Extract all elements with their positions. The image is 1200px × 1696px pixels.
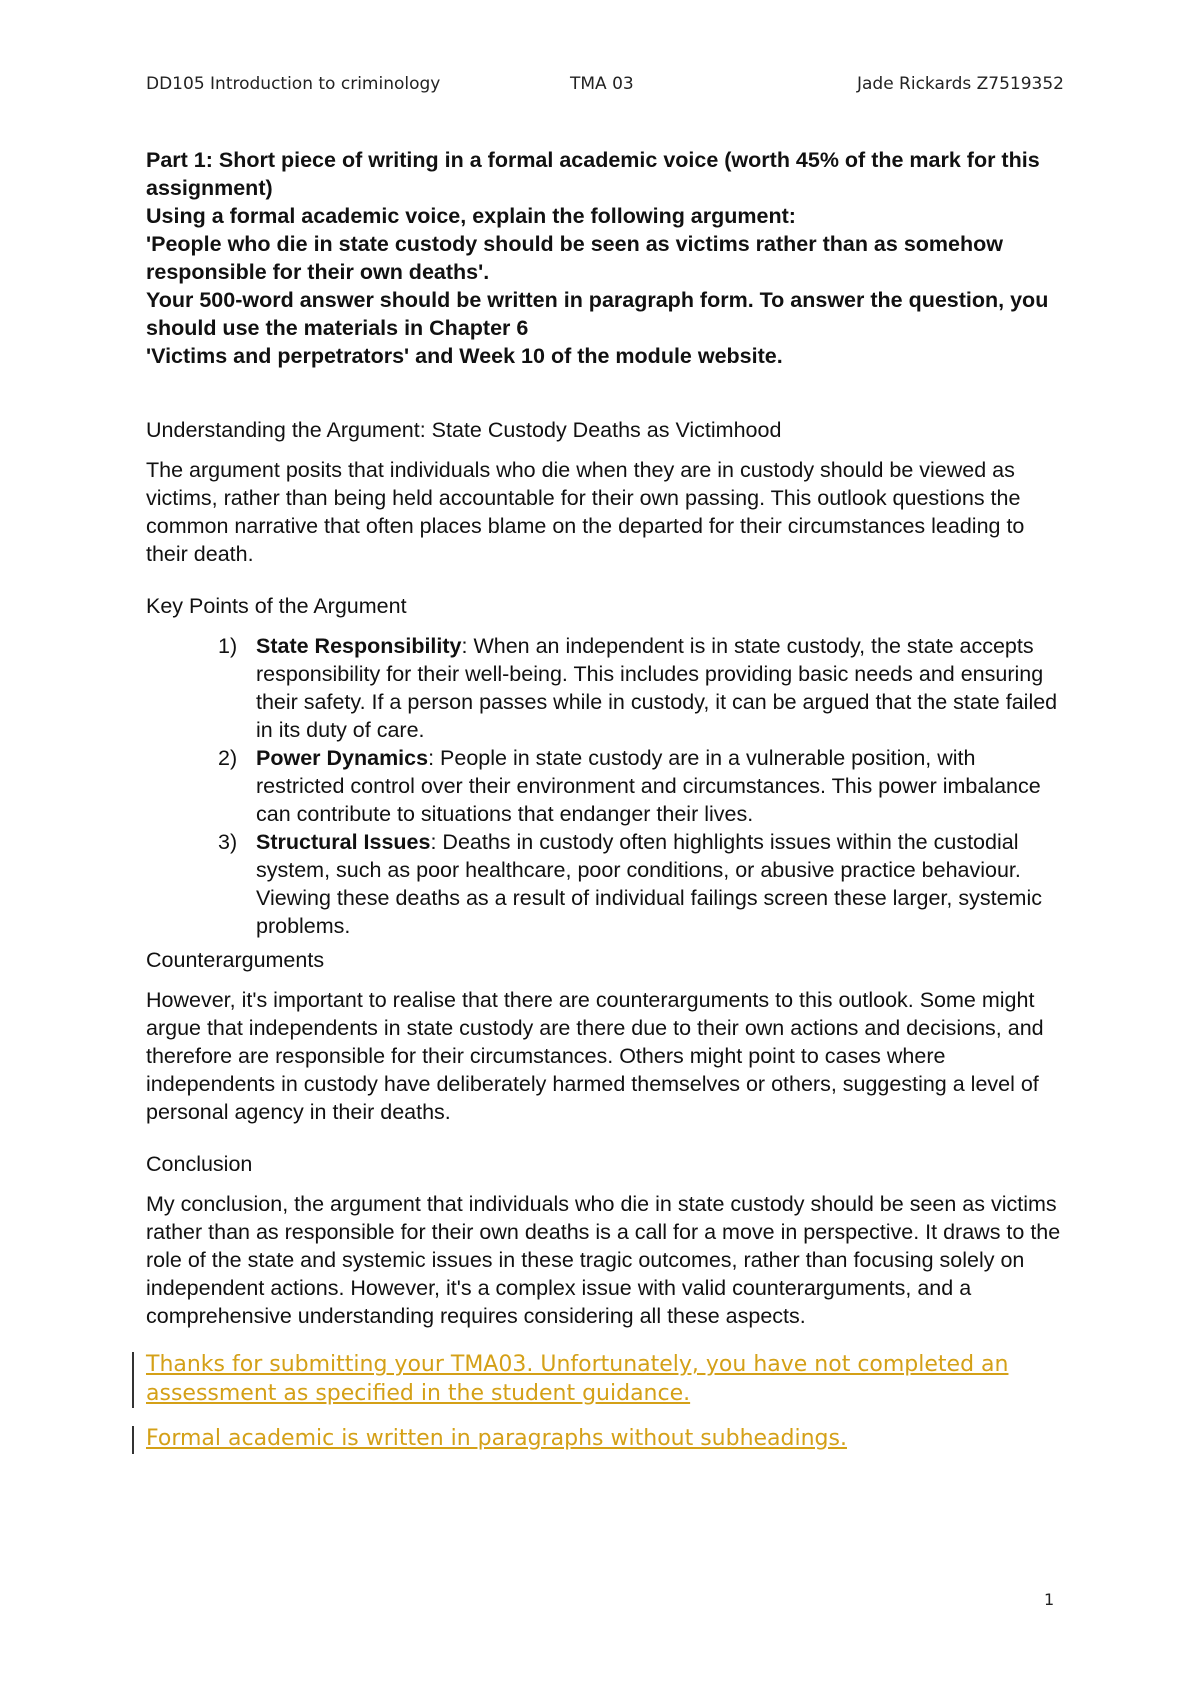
change-bar (132, 1426, 134, 1454)
intro-paragraph: The argument posits that individuals who die when they are in custody should be viewed as victims, rather than being held accountable for their own passing. This outlook questions the common narrative that often places blame on the departed for their circumstances leading to their death. (146, 458, 1025, 566)
key-point-number: 1) (218, 634, 238, 658)
header-course: DD105 Introduction to criminology (146, 74, 441, 94)
counterarguments-title: Counterarguments (146, 948, 325, 972)
key-point-text: : Deaths in custody often highlights issues within the custodial system, such as poor healthcare, poor conditions, or abusive practice behaviour. Viewing these deaths as a result of individual failings screen these larger, systemic problems. (256, 830, 1042, 938)
key-point-term: Power Dynamics (256, 746, 429, 770)
key-point-text: : When an independent is in state custody, the state accepts responsibility for their well-being. This includes providing basic needs and ensuring their safety. If a person passes while in custody, it can be argued that the state failed in its duty of care. (256, 634, 1058, 742)
key-point-number: 2) (218, 746, 238, 770)
key-points-list (146, 632, 1066, 940)
key-point-term: Structural Issues (256, 830, 431, 854)
prompt-line-4: Your 500-word answer should be written in paragraph form. To answer the question, you should use the materials in Chapter 6 (146, 288, 1049, 340)
page-header (146, 74, 1064, 98)
key-point-text: : People in state custody are in a vulnerable position, with restricted control over their environment and circumstances. This power imbalance can contribute to situations that endanger their lives. (256, 746, 1041, 826)
tutor-feedback (146, 1350, 1066, 1453)
page-number: 1 (1044, 1590, 1055, 1609)
prompt-line-1: Part 1: Short piece of writing in a formal academic voice (worth 45% of the mark for this assignment) (146, 148, 1040, 200)
header-student: Jade Rickards Z7519352 (856, 74, 1064, 94)
key-point-2 (146, 744, 1066, 828)
feedback-comment-2: Formal academic is written in paragraphs without subheadings. (146, 1426, 847, 1451)
feedback-comment-1-block (146, 1350, 1066, 1408)
feedback-comment-2-block (146, 1424, 1066, 1453)
header-assignment: TMA 03 (570, 74, 634, 94)
key-point-number: 3) (218, 830, 238, 854)
document-body (146, 146, 1066, 1453)
counterarguments-paragraph: However, it's important to realise that there are counterarguments to this outlook. Some might argue that independents in state custody are there due to their own actions and decisions, and therefore are responsible for their circumstances. Others might point to cases where independents in custody have deliberately harmed themselves or others, suggesting a level of personal agency in their deaths. (146, 988, 1044, 1124)
key-points-title: Key Points of the Argument (146, 594, 407, 618)
change-bar (132, 1352, 134, 1408)
prompt-line-5: 'Victims and perpetrators' and Week 10 of the module website. (146, 344, 783, 368)
key-point-term: State Responsibility (256, 634, 462, 658)
key-point-1 (146, 632, 1066, 744)
feedback-comment-1: Thanks for submitting your TMA03. Unfortunately, you have not completed an assessment as specified in the student guidance. (146, 1352, 1009, 1406)
prompt-line-2: Using a formal academic voice, explain the following argument: (146, 204, 796, 228)
conclusion-title: Conclusion (146, 1152, 253, 1176)
assignment-prompt (146, 146, 1066, 370)
conclusion-paragraph: My conclusion, the argument that individuals who die in state custody should be seen as victims rather than as responsible for their own deaths is a call for a move in perspective. It draws to the role of the state and systemic issues in these tragic outcomes, rather than focusing solely on independent actions. However, it's a complex issue with valid counterarguments, and a comprehensive understanding requires considering all these aspects. (146, 1192, 1061, 1328)
key-point-3 (146, 828, 1066, 940)
section-title: Understanding the Argument: State Custody Deaths as Victimhood (146, 418, 782, 442)
prompt-line-3: 'People who die in state custody should be seen as victims rather than as somehow responsible for their own deaths'. (146, 232, 1003, 284)
